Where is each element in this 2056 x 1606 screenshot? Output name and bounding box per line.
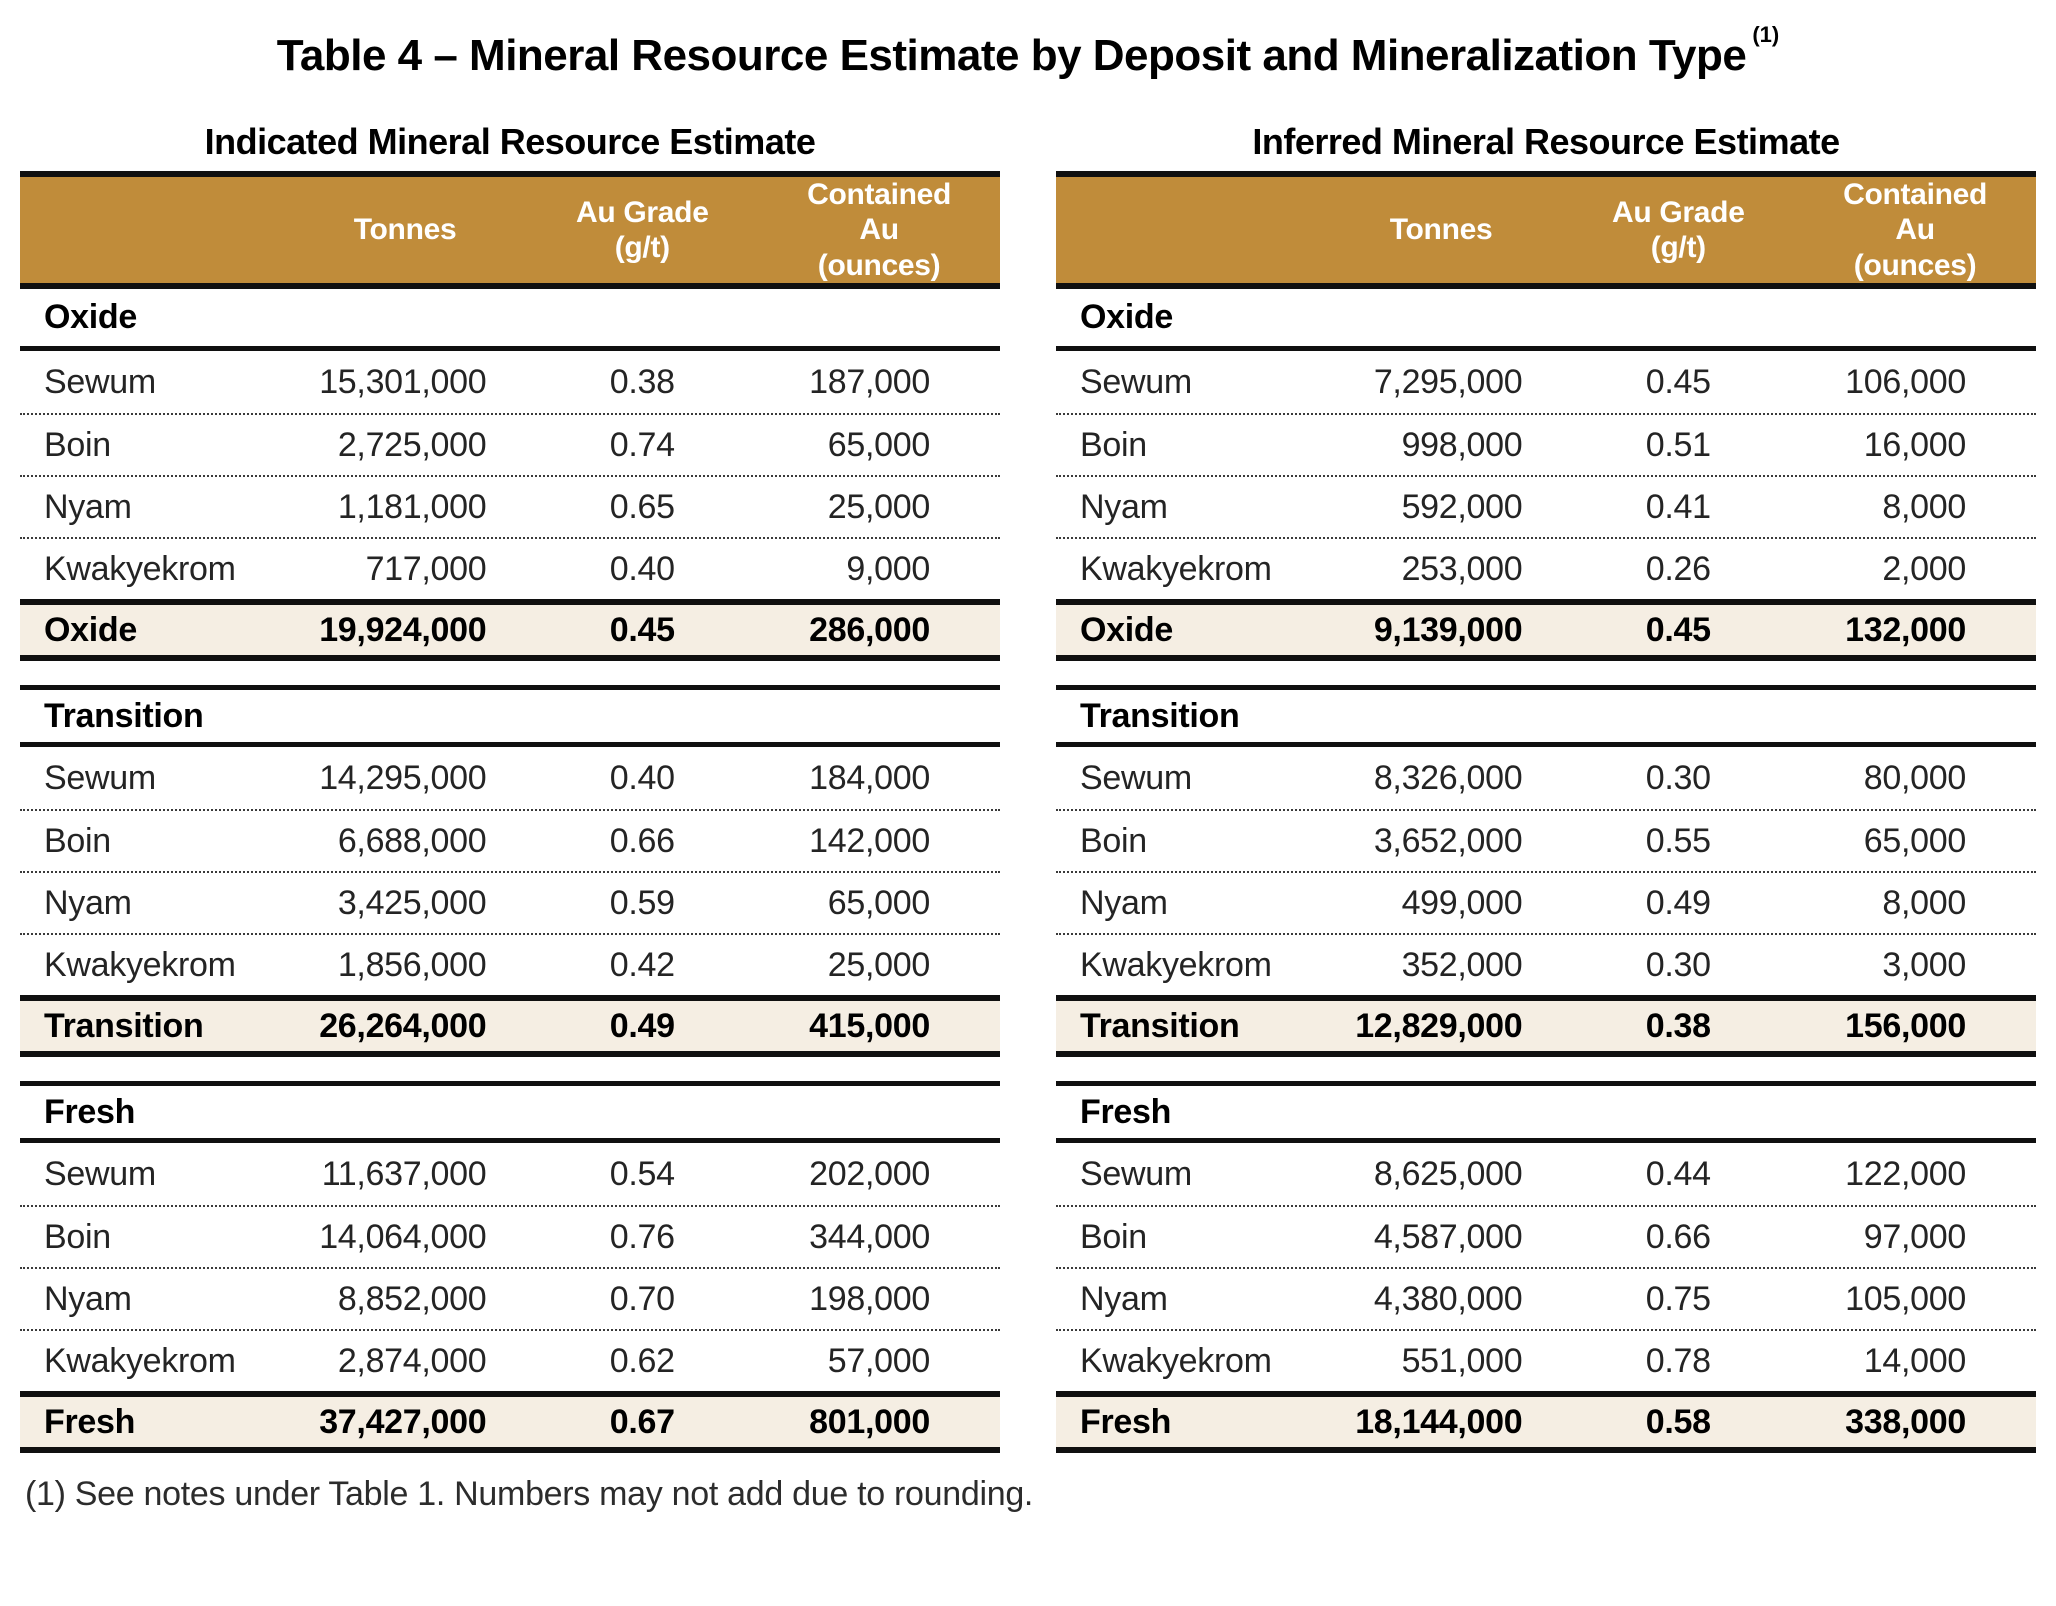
total-contained-cell: 286,000 — [809, 610, 930, 649]
section-total-row — [20, 599, 1000, 661]
grade-cell: 0.66 — [609, 821, 675, 860]
total-grade-cell: 0.58 — [1645, 1402, 1711, 1441]
total-deposit-cell: Transition — [1080, 1006, 1240, 1045]
total-tonnes-cell: 19,924,000 — [319, 610, 487, 649]
tonnes-cell: 11,637,000 — [321, 1154, 487, 1193]
total-deposit-cell: Oxide — [1080, 610, 1173, 649]
table-row — [20, 871, 1000, 933]
total-deposit-cell: Transition — [44, 1006, 204, 1045]
contained-cell: 2,000 — [1882, 549, 1966, 588]
deposit-cell: Boin — [44, 425, 111, 464]
inferred-table-body — [1056, 171, 2036, 1453]
contained-cell: 14,000 — [1863, 1341, 1966, 1380]
table-row — [20, 809, 1000, 871]
deposit-cell: Nyam — [44, 487, 132, 526]
grade-cell: 0.76 — [609, 1217, 675, 1256]
contained-cell: 65,000 — [827, 883, 930, 922]
table-row — [20, 747, 1000, 809]
contained-cell: 25,000 — [827, 945, 930, 984]
deposit-cell: Nyam — [1080, 1279, 1168, 1318]
grade-cell: 0.42 — [609, 945, 675, 984]
tonnes-cell: 4,380,000 — [1373, 1279, 1523, 1318]
tonnes-cell: 592,000 — [1401, 487, 1523, 526]
tonnes-cell: 1,181,000 — [337, 487, 487, 526]
total-tonnes-cell: 12,829,000 — [1355, 1006, 1523, 1045]
table-row — [1056, 413, 2036, 475]
tonnes-cell: 14,064,000 — [319, 1217, 487, 1256]
column-header-line: (g/t) — [614, 231, 670, 265]
tables-row — [20, 121, 2036, 1453]
contained-cell: 202,000 — [809, 1154, 930, 1193]
deposit-cell: Kwakyekrom — [44, 945, 236, 984]
total-grade-cell: 0.38 — [1645, 1006, 1711, 1045]
deposit-cell: Kwakyekrom — [1080, 945, 1272, 984]
total-contained-cell: 338,000 — [1845, 1402, 1966, 1441]
section-total-row — [20, 1391, 1000, 1453]
column-header-tonnes — [1291, 212, 1526, 247]
table-row — [20, 933, 1000, 995]
total-deposit-cell: Oxide — [44, 610, 137, 649]
column-header-line: Contained Au — [1843, 178, 1988, 247]
deposit-cell: Sewum — [44, 1154, 156, 1193]
deposit-cell: Boin — [44, 1217, 111, 1256]
table-row — [20, 413, 1000, 475]
column-header-line: (ounces) — [1853, 248, 1977, 282]
contained-cell: 65,000 — [827, 425, 930, 464]
section-transition — [1056, 685, 2036, 1057]
section-label-row — [20, 685, 1000, 747]
section-label-row — [20, 1081, 1000, 1143]
contained-cell: 9,000 — [846, 549, 930, 588]
table-row — [1056, 537, 2036, 599]
deposit-cell: Nyam — [44, 1279, 132, 1318]
contained-cell: 97,000 — [1863, 1217, 1966, 1256]
table-row — [1056, 1267, 2036, 1329]
contained-cell: 65,000 — [1863, 821, 1966, 860]
table-row — [1056, 933, 2036, 995]
grade-cell: 0.55 — [1645, 821, 1711, 860]
section-total-row — [1056, 599, 2036, 661]
grade-cell: 0.26 — [1645, 549, 1711, 588]
tonnes-cell: 551,000 — [1401, 1341, 1523, 1380]
table-row — [1056, 871, 2036, 933]
contained-cell: 142,000 — [809, 821, 930, 860]
contained-cell: 57,000 — [827, 1341, 930, 1380]
table-row — [1056, 809, 2036, 871]
total-deposit-cell: Fresh — [1080, 1402, 1172, 1441]
deposit-cell: Kwakyekrom — [1080, 1341, 1272, 1380]
section-label: Oxide — [44, 298, 137, 337]
total-deposit-cell: Fresh — [44, 1402, 136, 1441]
column-header-row — [20, 171, 1000, 289]
section-transition — [20, 685, 1000, 1057]
table-row — [20, 475, 1000, 537]
grade-cell: 0.78 — [1645, 1341, 1711, 1380]
page — [0, 22, 2056, 1514]
tonnes-cell: 3,652,000 — [1373, 821, 1523, 860]
section-total-row — [1056, 995, 2036, 1057]
column-header-line: Contained Au — [807, 178, 952, 247]
column-header-contained — [794, 177, 1000, 283]
deposit-cell: Kwakyekrom — [44, 549, 236, 588]
tonnes-cell: 7,295,000 — [1373, 362, 1523, 401]
tonnes-cell: 499,000 — [1401, 883, 1523, 922]
grade-cell: 0.70 — [609, 1279, 675, 1318]
section-label: Transition — [44, 696, 204, 735]
grade-cell: 0.62 — [609, 1341, 675, 1380]
section-total-row — [20, 995, 1000, 1057]
contained-cell: 105,000 — [1845, 1279, 1966, 1318]
contained-cell: 25,000 — [827, 487, 930, 526]
deposit-cell: Sewum — [1080, 362, 1192, 401]
total-grade-cell: 0.49 — [609, 1006, 675, 1045]
contained-cell: 184,000 — [809, 758, 930, 797]
section-label: Fresh — [1080, 1092, 1172, 1131]
grade-cell: 0.30 — [1645, 758, 1711, 797]
tonnes-cell: 2,725,000 — [337, 425, 487, 464]
column-header-line: Au Grade — [1611, 195, 1745, 229]
tonnes-cell: 6,688,000 — [337, 821, 487, 860]
column-header-tonnes — [255, 212, 490, 247]
section-label: Fresh — [44, 1092, 136, 1131]
grade-cell: 0.45 — [1645, 362, 1711, 401]
contained-cell: 122,000 — [1845, 1154, 1966, 1193]
column-header-line: Tonnes — [353, 213, 457, 247]
deposit-cell: Sewum — [1080, 1154, 1192, 1193]
deposit-cell: Sewum — [44, 758, 156, 797]
page-title — [0, 22, 2056, 81]
table-row — [1056, 475, 2036, 537]
deposit-cell: Kwakyekrom — [44, 1341, 236, 1380]
deposit-cell: Nyam — [1080, 883, 1168, 922]
deposit-cell: Nyam — [1080, 487, 1168, 526]
total-grade-cell: 0.45 — [1645, 610, 1711, 649]
total-tonnes-cell: 18,144,000 — [1355, 1402, 1523, 1441]
tonnes-cell: 4,587,000 — [1373, 1217, 1523, 1256]
grade-cell: 0.49 — [1645, 883, 1711, 922]
grade-cell: 0.59 — [609, 883, 675, 922]
column-header-line: (g/t) — [1650, 231, 1706, 265]
contained-cell: 198,000 — [809, 1279, 930, 1318]
table-row — [1056, 747, 2036, 809]
deposit-cell: Sewum — [44, 362, 156, 401]
deposit-cell: Kwakyekrom — [1080, 549, 1272, 588]
total-tonnes-cell: 9,139,000 — [1373, 610, 1523, 649]
total-grade-cell: 0.45 — [609, 610, 675, 649]
deposit-cell: Nyam — [44, 883, 132, 922]
section-fresh — [20, 1081, 1000, 1453]
tonnes-cell: 3,425,000 — [337, 883, 487, 922]
total-contained-cell: 156,000 — [1845, 1006, 1966, 1045]
total-contained-cell: 801,000 — [809, 1402, 930, 1441]
inferred-table — [1056, 121, 2036, 1453]
table-row — [20, 537, 1000, 599]
table-row — [20, 1267, 1000, 1329]
column-header-line: Tonnes — [1389, 213, 1493, 247]
grade-cell: 0.44 — [1645, 1154, 1711, 1193]
deposit-cell: Sewum — [1080, 758, 1192, 797]
total-grade-cell: 0.67 — [609, 1402, 675, 1441]
indicated-table — [20, 121, 1000, 1453]
contained-cell: 80,000 — [1863, 758, 1966, 797]
tonnes-cell: 253,000 — [1401, 549, 1523, 588]
section-label-row — [1056, 685, 2036, 747]
section-label: Oxide — [1080, 298, 1173, 337]
table-row — [1056, 1205, 2036, 1267]
contained-cell: 16,000 — [1863, 425, 1966, 464]
section-fresh — [1056, 1081, 2036, 1453]
table-row — [1056, 1329, 2036, 1391]
inferred-table-title: Inferred Mineral Resource Estimate — [1252, 121, 1840, 162]
section-oxide — [20, 289, 1000, 661]
grade-cell: 0.51 — [1645, 425, 1711, 464]
section-label-row — [20, 289, 1000, 351]
total-contained-cell: 132,000 — [1845, 610, 1966, 649]
deposit-cell: Boin — [1080, 425, 1147, 464]
contained-cell: 187,000 — [809, 362, 930, 401]
contained-cell: 344,000 — [809, 1217, 930, 1256]
grade-cell: 0.40 — [609, 758, 675, 797]
table-row — [20, 1205, 1000, 1267]
contained-cell: 8,000 — [1882, 883, 1966, 922]
title-footnote-ref: (1) — [1752, 22, 1780, 47]
grade-cell: 0.41 — [1645, 487, 1711, 526]
table-row — [20, 351, 1000, 413]
tonnes-cell: 8,852,000 — [337, 1279, 487, 1318]
indicated-table-body — [20, 171, 1000, 1453]
tonnes-cell: 717,000 — [365, 549, 487, 588]
tonnes-cell: 2,874,000 — [337, 1341, 487, 1380]
tonnes-cell: 998,000 — [1401, 425, 1523, 464]
grade-cell: 0.30 — [1645, 945, 1711, 984]
grade-cell: 0.66 — [1645, 1217, 1711, 1256]
grade-cell: 0.75 — [1645, 1279, 1711, 1318]
column-header-grade — [1526, 195, 1830, 266]
contained-cell: 3,000 — [1882, 945, 1966, 984]
table-row — [20, 1329, 1000, 1391]
total-tonnes-cell: 26,264,000 — [319, 1006, 487, 1045]
table-row — [1056, 351, 2036, 413]
tonnes-cell: 14,295,000 — [319, 758, 487, 797]
deposit-cell: Boin — [1080, 821, 1147, 860]
footnote: (1) See notes under Table 1. Numbers may not add due to rounding. — [25, 1475, 1034, 1514]
grade-cell: 0.38 — [609, 362, 675, 401]
table-row — [1056, 1143, 2036, 1205]
tonnes-cell: 1,856,000 — [337, 945, 487, 984]
tonnes-cell: 15,301,000 — [319, 362, 487, 401]
deposit-cell: Boin — [44, 821, 111, 860]
section-label-row — [1056, 1081, 2036, 1143]
contained-cell: 8,000 — [1882, 487, 1966, 526]
grade-cell: 0.65 — [609, 487, 675, 526]
total-contained-cell: 415,000 — [809, 1006, 930, 1045]
indicated-table-title: Indicated Mineral Resource Estimate — [204, 121, 816, 162]
column-header-line: Au Grade — [575, 195, 709, 229]
section-label-row — [1056, 289, 2036, 351]
grade-cell: 0.74 — [609, 425, 675, 464]
contained-cell: 106,000 — [1845, 362, 1966, 401]
section-label: Transition — [1080, 696, 1240, 735]
deposit-cell: Boin — [1080, 1217, 1147, 1256]
section-total-row — [1056, 1391, 2036, 1453]
tonnes-cell: 8,326,000 — [1373, 758, 1523, 797]
column-header-contained — [1830, 177, 2036, 283]
total-tonnes-cell: 37,427,000 — [319, 1402, 487, 1441]
grade-cell: 0.40 — [609, 549, 675, 588]
tonnes-cell: 8,625,000 — [1373, 1154, 1523, 1193]
section-oxide — [1056, 289, 2036, 661]
column-header-line: (ounces) — [817, 248, 941, 282]
column-header-row — [1056, 171, 2036, 289]
page-title-text: Table 4 – Mineral Resource Estimate by Deposit and Mineralization Type — [276, 31, 1747, 80]
column-header-grade — [490, 195, 794, 266]
table-row — [20, 1143, 1000, 1205]
tonnes-cell: 352,000 — [1401, 945, 1523, 984]
grade-cell: 0.54 — [609, 1154, 675, 1193]
